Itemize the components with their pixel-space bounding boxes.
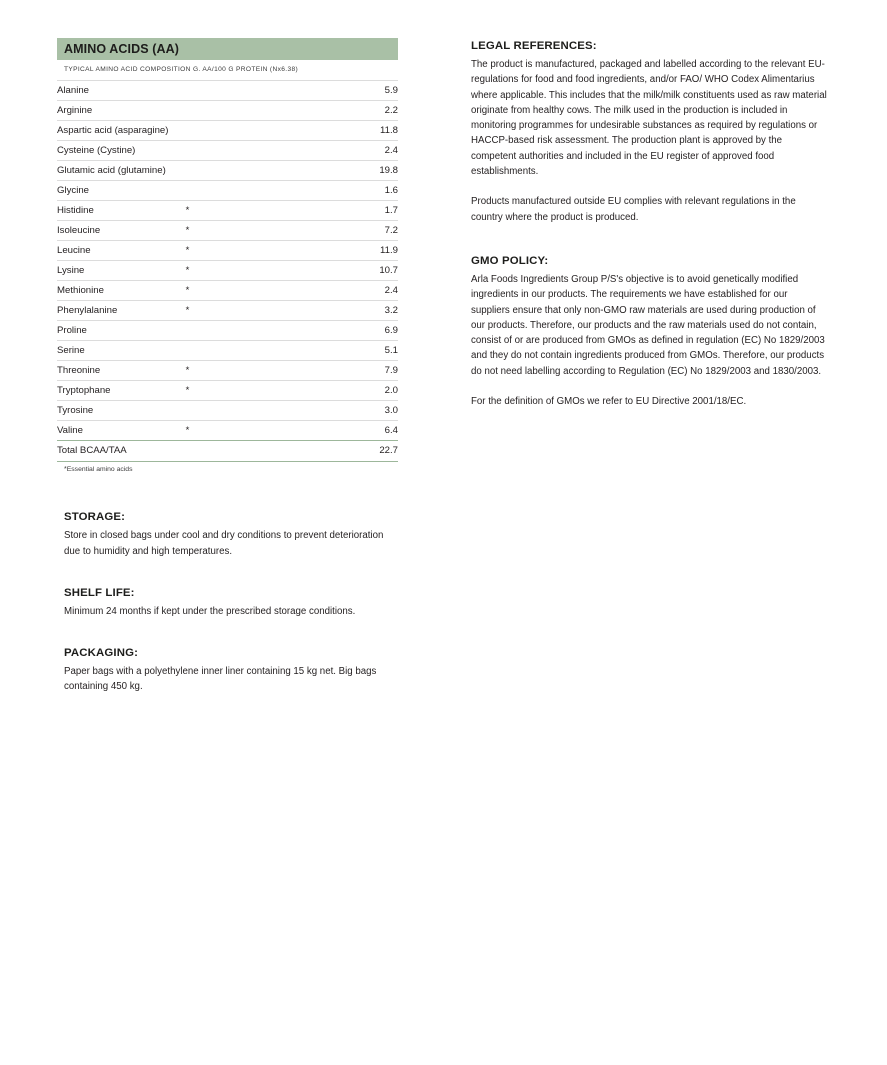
spacer-cell bbox=[207, 440, 287, 461]
amino-acid-value: 3.0 bbox=[384, 404, 398, 416]
amino-acids-header-band bbox=[57, 38, 398, 60]
amino-acid-name: Serine bbox=[57, 344, 85, 356]
amino-acid-name: Glutamic acid (glutamine) bbox=[57, 164, 166, 176]
gmo-policy-section bbox=[471, 255, 828, 409]
amino-acid-name: Aspartic acid (asparagine) bbox=[57, 124, 169, 136]
spacer-cell bbox=[207, 240, 287, 260]
spacer-cell bbox=[207, 420, 287, 440]
amino-acids-table-body bbox=[57, 80, 398, 461]
amino-acid-value: 7.9 bbox=[384, 364, 398, 376]
amino-acid-value: 6.4 bbox=[384, 424, 398, 436]
gmo-policy-heading: GMO POLICY: bbox=[471, 254, 549, 267]
essential-marker: * bbox=[185, 264, 190, 276]
table-row bbox=[57, 400, 398, 420]
amino-acid-value: 5.1 bbox=[384, 344, 398, 356]
amino-acids-total-row bbox=[57, 440, 398, 461]
table-row bbox=[57, 180, 398, 200]
footnote-text: Essential amino acids bbox=[66, 465, 133, 473]
essential-marker: * bbox=[185, 224, 190, 236]
table-row bbox=[57, 260, 398, 280]
table-row bbox=[57, 360, 398, 380]
essential-marker: * bbox=[185, 244, 190, 256]
table-row bbox=[57, 420, 398, 440]
amino-acid-value: 11.8 bbox=[380, 124, 398, 136]
amino-acids-subtitle: TYPICAL AMINO ACID COMPOSITION G. AA/100 G PROTEIN (Nx6.38) bbox=[64, 66, 299, 73]
legal-references-heading: LEGAL REFERENCES: bbox=[471, 40, 597, 52]
spacer-cell bbox=[207, 260, 287, 280]
amino-acid-name: Alanine bbox=[57, 84, 90, 96]
amino-acid-name: Total BCAA/TAA bbox=[57, 445, 127, 457]
shelf-life-section bbox=[57, 587, 398, 619]
amino-acids-footnote bbox=[57, 462, 398, 474]
footnote-asterisk: * bbox=[64, 465, 67, 473]
essential-marker bbox=[169, 180, 207, 200]
amino-acid-value: 1.6 bbox=[384, 184, 398, 196]
amino-acid-value: 22.7 bbox=[379, 445, 398, 457]
amino-acid-name: Glycine bbox=[57, 184, 89, 196]
amino-acid-name: Cysteine (Cystine) bbox=[57, 144, 136, 156]
table-row bbox=[57, 340, 398, 360]
amino-acid-name: Arginine bbox=[57, 104, 93, 116]
storage-body: Store in closed bags under cool and dry conditions to prevent deterioration due to humidity and high temperatures. bbox=[64, 530, 384, 557]
spacer-cell bbox=[207, 360, 287, 380]
gmo-policy-paragraph-2: For the definition of GMOs we refer to EU Directive 2001/18/EC. bbox=[471, 396, 747, 408]
amino-acids-table bbox=[57, 80, 398, 462]
amino-acid-value: 6.9 bbox=[384, 324, 398, 336]
table-row bbox=[57, 140, 398, 160]
table-row bbox=[57, 280, 398, 300]
amino-acid-name: Histidine bbox=[57, 204, 94, 216]
essential-marker bbox=[169, 80, 207, 100]
packaging-body: Paper bags with a polyethylene inner liner containing 15 kg net. Big bags containing 450 kg. bbox=[64, 666, 377, 693]
amino-acid-value: 19.8 bbox=[379, 164, 398, 176]
amino-acid-name: Methionine bbox=[57, 284, 104, 296]
amino-acid-value: 5.9 bbox=[384, 84, 398, 96]
legal-references-paragraph-2: Products manufactured outside EU complies with relevant regulations in the country where the product is produced. bbox=[471, 196, 796, 223]
shelf-life-heading: SHELF LIFE: bbox=[64, 586, 135, 599]
essential-marker bbox=[169, 400, 207, 420]
amino-acid-value: 2.4 bbox=[384, 284, 398, 296]
spacer-cell bbox=[207, 200, 287, 220]
amino-acid-value: 7.2 bbox=[384, 224, 398, 236]
spacer-cell bbox=[207, 320, 287, 340]
essential-marker: * bbox=[185, 304, 190, 316]
shelf-life-body: Minimum 24 months if kept under the prescribed storage conditions. bbox=[64, 605, 356, 617]
spacer-cell bbox=[207, 140, 287, 160]
spacer-cell bbox=[207, 160, 287, 180]
storage-heading: STORAGE: bbox=[64, 511, 126, 524]
essential-marker: * bbox=[185, 284, 190, 296]
essential-marker: * bbox=[185, 384, 190, 396]
amino-acids-title: AMINO ACIDS (AA) bbox=[64, 42, 180, 56]
spacer-cell bbox=[207, 380, 287, 400]
essential-marker: * bbox=[185, 204, 190, 216]
amino-acid-name: Leucine bbox=[57, 244, 91, 256]
spacer-cell bbox=[207, 300, 287, 320]
amino-acid-name: Tryptophane bbox=[57, 384, 111, 396]
legal-references-paragraph-1: The product is manufactured, packaged and labelled according to the relevant EU-regulations for food and food ingredients, and/or FAO/ WHO Codex Alimentarius where applicable. This includes that the milk/milk constituents used as raw material originate from healthy cows. The milk used in the production is included in monitoring programmes for undesirable substances as required by regulations or HACCP-based risk assessment. The production plant is approved by the competent authorities and included in the EU register of approved food establishments. bbox=[471, 59, 827, 178]
spacer-cell bbox=[207, 180, 287, 200]
amino-acid-name: Phenylalanine bbox=[57, 304, 118, 316]
spacer-cell bbox=[207, 280, 287, 300]
amino-acid-value: 2.2 bbox=[384, 104, 398, 116]
amino-acid-value: 2.4 bbox=[384, 144, 398, 156]
amino-acid-name: Threonine bbox=[57, 364, 101, 376]
essential-marker bbox=[169, 160, 207, 180]
essential-marker: * bbox=[185, 424, 190, 436]
amino-acid-value: 1.7 bbox=[384, 204, 398, 216]
essential-marker bbox=[169, 100, 207, 120]
table-row bbox=[57, 380, 398, 400]
essential-marker bbox=[169, 340, 207, 360]
packaging-heading: PACKAGING: bbox=[64, 647, 139, 659]
amino-acids-panel bbox=[57, 38, 398, 473]
amino-acid-value: 11.9 bbox=[380, 244, 398, 256]
table-row bbox=[57, 320, 398, 340]
table-row bbox=[57, 80, 398, 100]
storage-section bbox=[57, 511, 398, 558]
amino-acid-name: Lysine bbox=[57, 264, 85, 276]
table-row bbox=[57, 200, 398, 220]
essential-marker bbox=[169, 140, 207, 160]
spacer-cell bbox=[207, 400, 287, 420]
table-row bbox=[57, 120, 398, 140]
gmo-policy-paragraph-1: Arla Foods Ingredients Group P/S's objective is to avoid genetically modified ingredients in our products. The requirements we have established for our suppliers ensure that only non-GMO raw materials are used during production of our products. Therefore, our products and the raw materials used do not contain, consist of or are produced from GMOs as defined in regulation (EC) No 1829/2003 and they do not contain ingredients produced from GMOs. Therefore, our products do not need labelling according to Regulation (EC) No 1829/2003 and 1830/2003. bbox=[471, 273, 825, 377]
amino-acid-name: Isoleucine bbox=[57, 224, 101, 236]
amino-acid-value: 2.0 bbox=[384, 384, 398, 396]
amino-acid-value: 3.2 bbox=[384, 304, 398, 316]
essential-marker bbox=[169, 440, 207, 461]
amino-acid-name: Tyrosine bbox=[57, 404, 94, 416]
amino-acid-value: 10.7 bbox=[379, 264, 398, 276]
table-row bbox=[57, 100, 398, 120]
essential-marker bbox=[169, 320, 207, 340]
left-column bbox=[57, 38, 398, 694]
spacer-cell bbox=[207, 120, 287, 140]
spacer-cell bbox=[207, 80, 287, 100]
essential-marker bbox=[169, 120, 207, 140]
amino-acid-name: Proline bbox=[57, 324, 87, 336]
spacer-cell bbox=[207, 340, 287, 360]
table-row bbox=[57, 240, 398, 260]
right-column bbox=[471, 40, 828, 409]
spacer-cell bbox=[207, 100, 287, 120]
table-row bbox=[57, 220, 398, 240]
essential-marker: * bbox=[185, 364, 190, 376]
table-row bbox=[57, 300, 398, 320]
legal-references-section bbox=[471, 40, 828, 225]
spacer-cell bbox=[207, 220, 287, 240]
table-row bbox=[57, 160, 398, 180]
amino-acid-name: Valine bbox=[57, 424, 83, 436]
packaging-section bbox=[57, 647, 398, 694]
